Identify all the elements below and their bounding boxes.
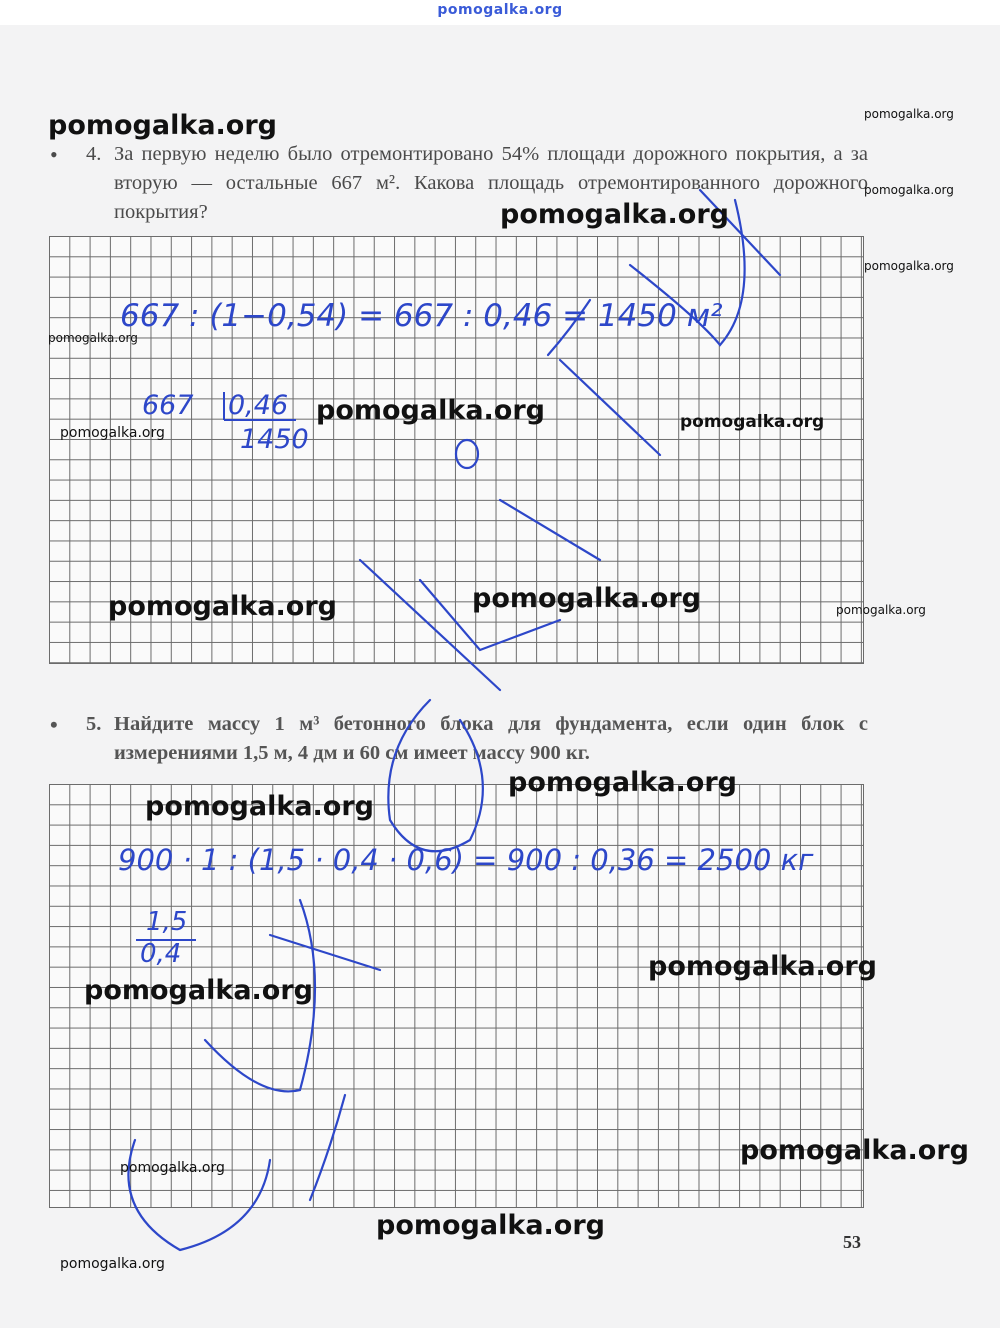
watermark: pomogalka.org [145, 791, 374, 822]
watermark: pomogalka.org [648, 951, 877, 982]
division-divisor: 0,46 [228, 390, 289, 421]
watermark: pomogalka.org [48, 331, 138, 345]
division-quotient: 1450 [240, 424, 309, 455]
watermark: pomogalka.org [864, 183, 954, 197]
watermark: pomogalka.org [500, 199, 729, 230]
problem-4-number: 4. [86, 143, 102, 165]
problem-5-text: Найдите массу 1 м³ бетонного блока для фундамента, если один блок с измерениями 1,5 м, 4 дм и 60 см имеет массу 900 кг. [114, 713, 868, 764]
watermark: pomogalka.org [48, 110, 277, 141]
division-dividend: 667 [142, 390, 194, 421]
watermark: pomogalka.org [60, 1256, 165, 1272]
solution-5-line: 900 · 1 : (1,5 · 0,4 · 0,6) = 900 : 0,36 = 2500 кг [118, 843, 814, 877]
watermark: pomogalka.org [316, 395, 545, 426]
watermark: pomogalka.org [472, 583, 701, 614]
problem-4-bullet: • [50, 142, 58, 167]
problem-5-number: 5. [86, 713, 102, 735]
solution-4-line: 667 : (1−0,54) = 667 : 0,46 = 1450 м² [120, 298, 723, 334]
mult-bottom: 0,4 [140, 939, 182, 969]
page-number: 53 [843, 1232, 861, 1252]
watermark: pomogalka.org [376, 1210, 605, 1241]
watermark: pomogalka.org [108, 591, 337, 622]
problem-5-bullet: • [50, 712, 58, 737]
watermark: pomogalka.org [680, 412, 825, 432]
watermark: pomogalka.org [120, 1160, 225, 1176]
problem-4-text: За первую неделю было отремонтировано 54% площади дорожного покрытия, а за вторую — остальные 667 м². Какова площадь отремонтированного дорожного покрытия? [114, 143, 868, 223]
mult-top: 1,5 [146, 907, 188, 937]
site-header-link[interactable]: pomogalka.org [437, 2, 563, 18]
watermark: pomogalka.org [60, 425, 165, 441]
watermark: pomogalka.org [84, 975, 313, 1006]
problem-4 [48, 140, 868, 230]
watermark: pomogalka.org [836, 603, 926, 617]
problem-5 [48, 710, 868, 768]
watermark: pomogalka.org [740, 1135, 969, 1166]
watermark: pomogalka.org [864, 259, 954, 273]
watermark: pomogalka.org [508, 767, 737, 798]
watermark: pomogalka.org [864, 107, 954, 121]
